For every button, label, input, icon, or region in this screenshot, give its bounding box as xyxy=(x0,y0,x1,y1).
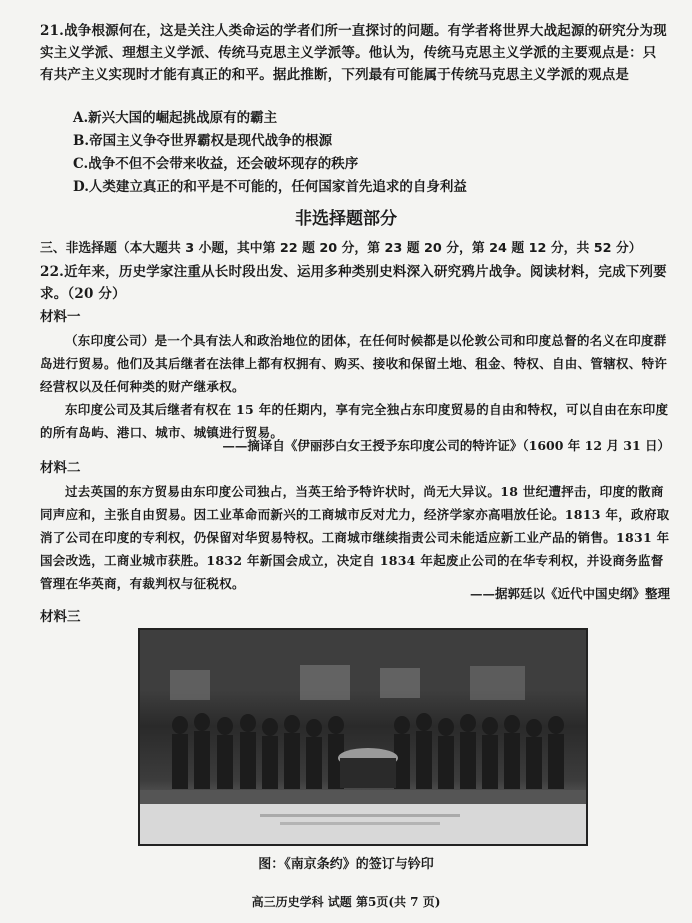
page-footer: 高三历史学科 试题 第5页(共 7 页) xyxy=(251,895,441,909)
treaty-signing-photo xyxy=(138,628,588,846)
material-1-paragraph-2: 东印度公司及其后继者有权在 15 年的任期内，享有完全独占东印度贸易的自由和特权，可以自由在东印度的所有岛屿、港口、城市、城镇进行贸易。 xyxy=(40,402,669,440)
option-c: C.战争不但不会带来收益，还会破坏现存的秩序 xyxy=(73,156,359,172)
option-d: D.人类建立真正的和平是不可能的，任何国家首先追求的自身利益 xyxy=(73,179,467,195)
question-21-stem: 21.战争根源何在，这是关注人类命运的学者们所一直探讨的问题。有学者将世界大战起源的研究分为现实主义学派、理想主义学派、传统马克思主义学派等。他认为，传统马克思主义学派的主要观点是：只有共产主义实现时才能有真正的和平。据此推断，下列最有可能属于传统马克思主义学派的观点是 xyxy=(40,23,667,83)
option-b: B.帝国主义争夺世界霸权是现代战争的根源 xyxy=(73,133,333,149)
section-title: 非选择题部分 xyxy=(295,209,397,229)
material-2-paragraph: 过去英国的东方贸易由东印度公司独占，当英王给予特许状时，尚无大异议。18 世纪遭抨击，印度的散商同声应和，主张自由贸易。因工业革命而新兴的工商城市反对尤力，经济学家亦高唱放任论。1813 年，政府取消了公司在印度的专利权，仍保留对华贸易特权。工商城市继续指责公司未能适应新工业产品的销售。1831 年国会改选，工商业城市获胜。1832 年新国会成立，决定自 1834 年起废止公司的在华专利权，并设商务监督管理在华英商，有裁判权与征税权。 xyxy=(40,484,670,591)
material-2-source: ——据郭廷以《近代中国史纲》整理 xyxy=(469,586,670,601)
part3-heading: 三、非选择题（本大题共 3 小题，其中第 22 题 20 分，第 23 题 20 分，第 24 题 12 分，共 52 分） xyxy=(40,241,642,256)
photo-caption: 图：《南京条约》的签订与钤印 xyxy=(258,857,434,872)
material-2-label: 材料二 xyxy=(40,460,81,476)
material-3-label: 材料三 xyxy=(40,609,81,625)
option-a: A.新兴大国的崛起挑战原有的霸主 xyxy=(73,110,278,126)
material-1-paragraph-1: （东印度公司）是一个具有法人和政治地位的团体，在任何时候都是以伦敦公司和印度总督的名义在印度群岛进行贸易。他们及其后继者在法律上都有权拥有、购买、接收和保留土地、租金、特权、自由、管辖权、特许经营权以及任何种类的财产继承权。 xyxy=(40,333,668,394)
material-1-label: 材料一 xyxy=(40,309,81,325)
question-22-stem: 22.近年来，历史学家注重从长时段出发、运用多种类别史料深入研究鸦片战争。阅读材料，完成下列要求。（20 分） xyxy=(40,264,667,302)
treaty-signing-illustration xyxy=(140,630,586,844)
material-1-source: ——摘译自《伊丽莎白女王授予东印度公司的特许证》（1600 年 12 月 31 日） xyxy=(222,438,670,453)
